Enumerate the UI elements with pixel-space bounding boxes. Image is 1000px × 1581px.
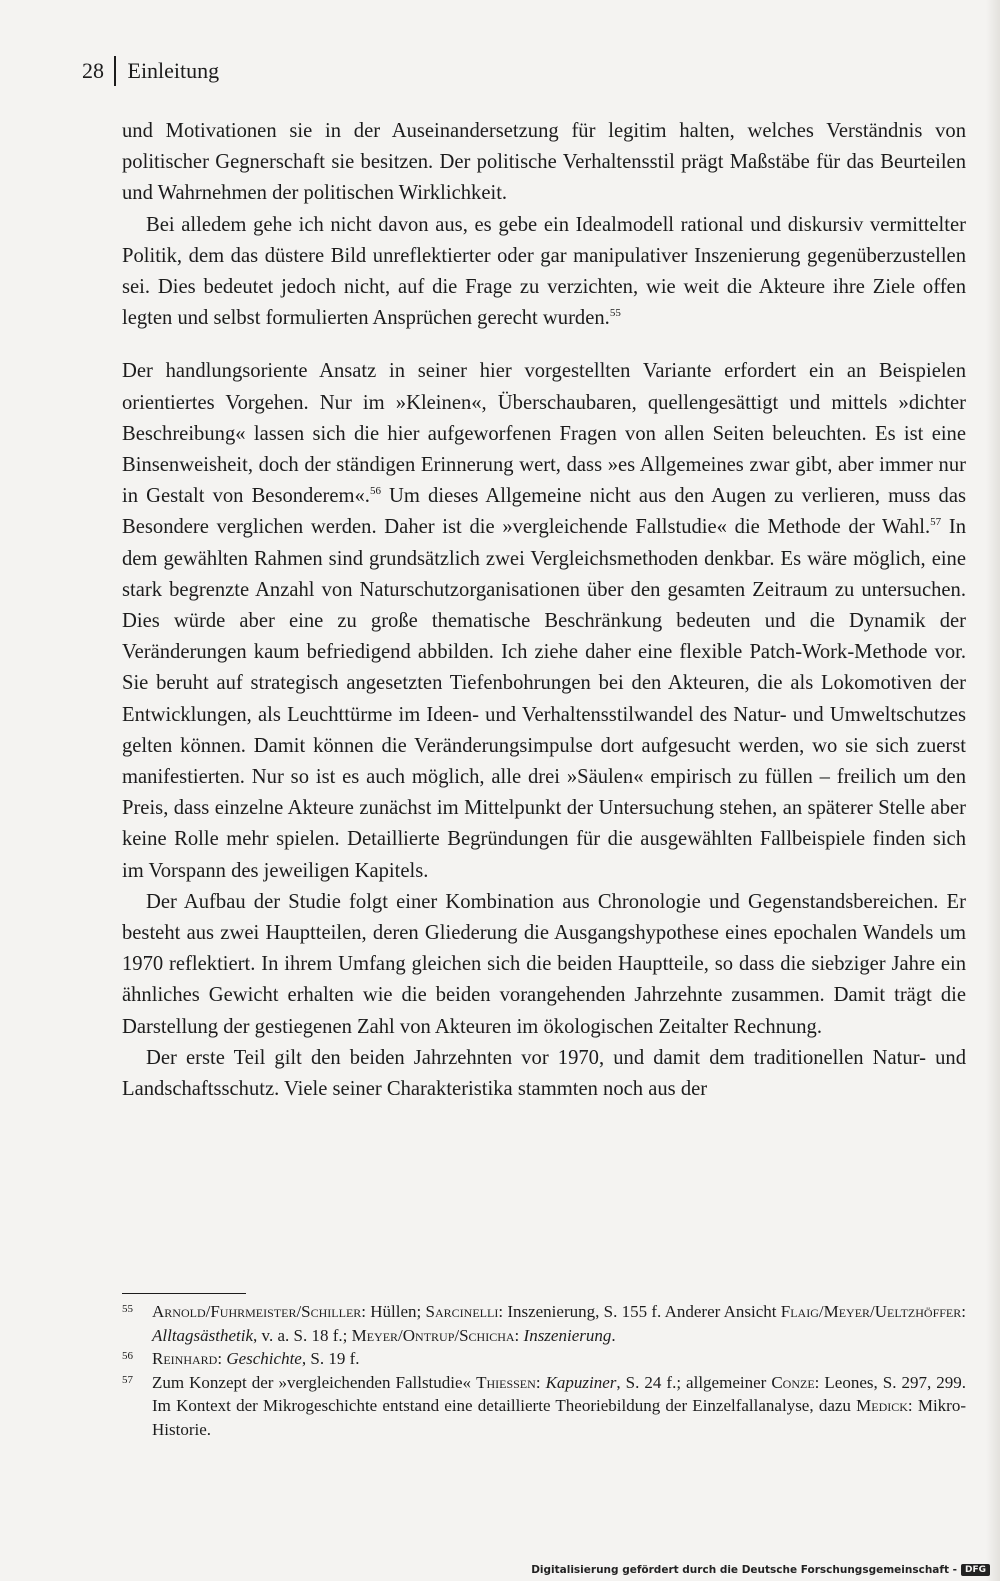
- author-name: Conze: [771, 1372, 815, 1392]
- running-title: Einleitung: [127, 58, 220, 83]
- footnote: [122, 1300, 966, 1347]
- footnote-number: 57: [122, 1373, 133, 1386]
- paragraph: Der erste Teil gilt den beiden Jahrzehnten vor 1970, und damit dem traditionellen Natur- und Landschaftsschutz. Viele seiner Charakteristika stammten noch aus der: [122, 1046, 966, 1101]
- footnote-number: 56: [122, 1350, 133, 1363]
- header-divider: [114, 56, 116, 86]
- footnote-segment: : Mikro-Historie.: [152, 1396, 966, 1439]
- page-edge-shadow: [986, 0, 1000, 1581]
- footnote-ref[interactable]: 57: [930, 516, 942, 529]
- short-title: Alltagsästhetik: [152, 1325, 254, 1345]
- footnote-segment: .: [611, 1325, 616, 1345]
- footnote-segment: : Leones, S. 297, 299. Im Kontext der Mikrogeschichte entstand eine detaillierte Theoriebildung der Einzelfallanalyse, dazu: [152, 1372, 966, 1416]
- short-title: Inszenierung: [523, 1325, 612, 1345]
- footnote-segment: , S. 19 f.: [301, 1349, 360, 1369]
- footnote-segment: : Inszenierung, S. 155 f. Anderer Ansicht: [498, 1302, 781, 1321]
- dfg-logo: DFG: [961, 1564, 990, 1576]
- paragraph-text: Um dieses Allgemeine nicht aus den Augen zu verlieren, muss das Besondere verglichen werden. Daher ist die »vergleichende Fallstudie« die Methode der Wahl.: [122, 485, 966, 539]
- author-name: Reinhard: [152, 1349, 218, 1369]
- short-title: Kapuziner: [545, 1372, 617, 1392]
- main-text: [122, 116, 966, 1105]
- banner-text: Digitalisierung gefördert durch die Deutsche Forschungsgemeinschaft -: [531, 1564, 957, 1576]
- footnote-ref[interactable]: 55: [609, 307, 621, 320]
- footnote-segment: : Hüllen;: [361, 1302, 426, 1321]
- footnote-segment: , v. a. S. 18 f.;: [253, 1325, 352, 1345]
- footnotes: [122, 1300, 966, 1442]
- footnote-segment: Zum Konzept der »vergleichenden Fallstudie«: [152, 1372, 477, 1392]
- footnote-segment: :: [961, 1302, 966, 1321]
- author-name: Thiessen: [476, 1372, 536, 1392]
- paragraph-text: Der handlungsoriente Ansatz in seiner hier vorgestellten Variante erfordert ein an Beispielen orientiertes Vorgehen. Nur im »Kleinen«, Überschaubaren, quellengesättigt und mittels »dichter Beschreibung« lassen sich die hier aufgeworfenen Fragen von allen Seiten beleuchten. Es ist eine Binsenweisheit, doch der ständigen Erinnerung wert, dass »es Allgemeines zwar gibt, aber immer nur in Gestalt von Besonderem«.: [122, 360, 966, 508]
- paragraph: [122, 210, 966, 335]
- footnote: [122, 1371, 966, 1442]
- author-name: Arnold/Fuhrmeister/Schiller: [152, 1302, 362, 1321]
- author-name: Meyer/Ontrup/Schicha: [351, 1325, 515, 1345]
- paragraph: und Motivationen sie in der Auseinandersetzung für legitim halten, welches Verständnis von politischer Gegnerschaft sie besitzen. Der politische Verhaltensstil prägt Maßstäbe für das Beurteilen und Wahrnehmen der politischen Wirklichkeit.: [122, 120, 966, 205]
- paragraph-text: In dem gewählten Rahmen sind grundsätzlich zwei Vergleichsmethoden denkbar. Es wäre möglich, eine stark begrenzte Anzahl von Naturschutzorganisationen über den gesamten Zeitraum zu untersuchen. Dies würde aber eine zu große thematische Beschränkung bedeuten und die Dynamik der Veränderungen kaum befriedigend abbilden. Ich ziehe daher eine flexible Patch-Work-Methode vor. Sie beruht auf strategisch angesetzten Tiefenbohrungen bei den Akteuren, die als Lokomotiven der Entwicklungen, als Leuchttürme im Ideen- und Verhaltensstilwandel des Natur- und Umweltschutzes gelten können. Damit können die Veränderungsimpulse dort aufgesucht werden, wo sie sich zuerst manifestierten. Nur so ist es auch möglich, alle drei »Säulen« empirisch zu füllen – freilich um den Preis, dass einzelne Akteure zunächst im Mittelpunkt der Untersuchung stehen, an späterer Stelle aber keine Rolle mehr spielen. Detaillierte Begründungen für die ausgewählten Fallbeispiele finden sich im Vorspann des jeweiligen Kapitels.: [122, 516, 966, 882]
- paragraph: Der Aufbau der Studie folgt einer Kombination aus Chronologie und Gegenstandsbereichen. Er besteht aus zwei Hauptteilen, deren Gliederung die Ausgangshypothese eines epochalen Wandels um 1970 reflektiert. In ihrem Umfang gleichen sich die beiden Hauptteile, so dass die siebziger Jahre ein ähnliches Gewicht erhalten wie die beiden vorangehenden Jahrzehnte zusammen. Damit trägt die Darstellung der gestiegenen Zahl von Akteuren im ökologischen Zeitalter Rechnung.: [122, 890, 966, 1038]
- author-name: Flaig/Meyer/Ueltzhöffer: [780, 1302, 962, 1321]
- author-name: Sarcinelli: [425, 1302, 499, 1321]
- footnote-segment: :: [217, 1349, 227, 1369]
- short-title: Geschichte: [226, 1349, 302, 1369]
- paragraph: [122, 356, 966, 886]
- footnote-number: 55: [122, 1303, 133, 1315]
- footnote-segment: :: [535, 1372, 546, 1392]
- author-name: Medick: [856, 1396, 908, 1416]
- paragraph-text: Bei alledem gehe ich nicht davon aus, es gebe ein Idealmodell rational und diskursiv vermittelter Politik, dem das düstere Bild unreflektierter oder gar manipulativer Inszenierung gegenüberzustellen sei. Dies bedeutet jedoch nicht, auf die Frage zu verzichten, wie weit die Akteure ihre Ziele offen legten und selbst formulierten Ansprüchen gerecht wurden.: [122, 213, 966, 330]
- footnote-segment: :: [514, 1325, 524, 1345]
- footnote: [122, 1347, 966, 1371]
- footnote-text: [152, 1347, 966, 1371]
- footnote-ref[interactable]: 56: [369, 485, 381, 498]
- footnote-text: [152, 1300, 966, 1347]
- footnote-text: [152, 1371, 966, 1442]
- running-header: [82, 54, 219, 88]
- page-number: 28: [82, 58, 104, 83]
- digitization-banner: [531, 1564, 990, 1576]
- footnote-separator: [122, 1293, 246, 1294]
- footnote-segment: , S. 24 f.; allgemeiner: [616, 1372, 772, 1392]
